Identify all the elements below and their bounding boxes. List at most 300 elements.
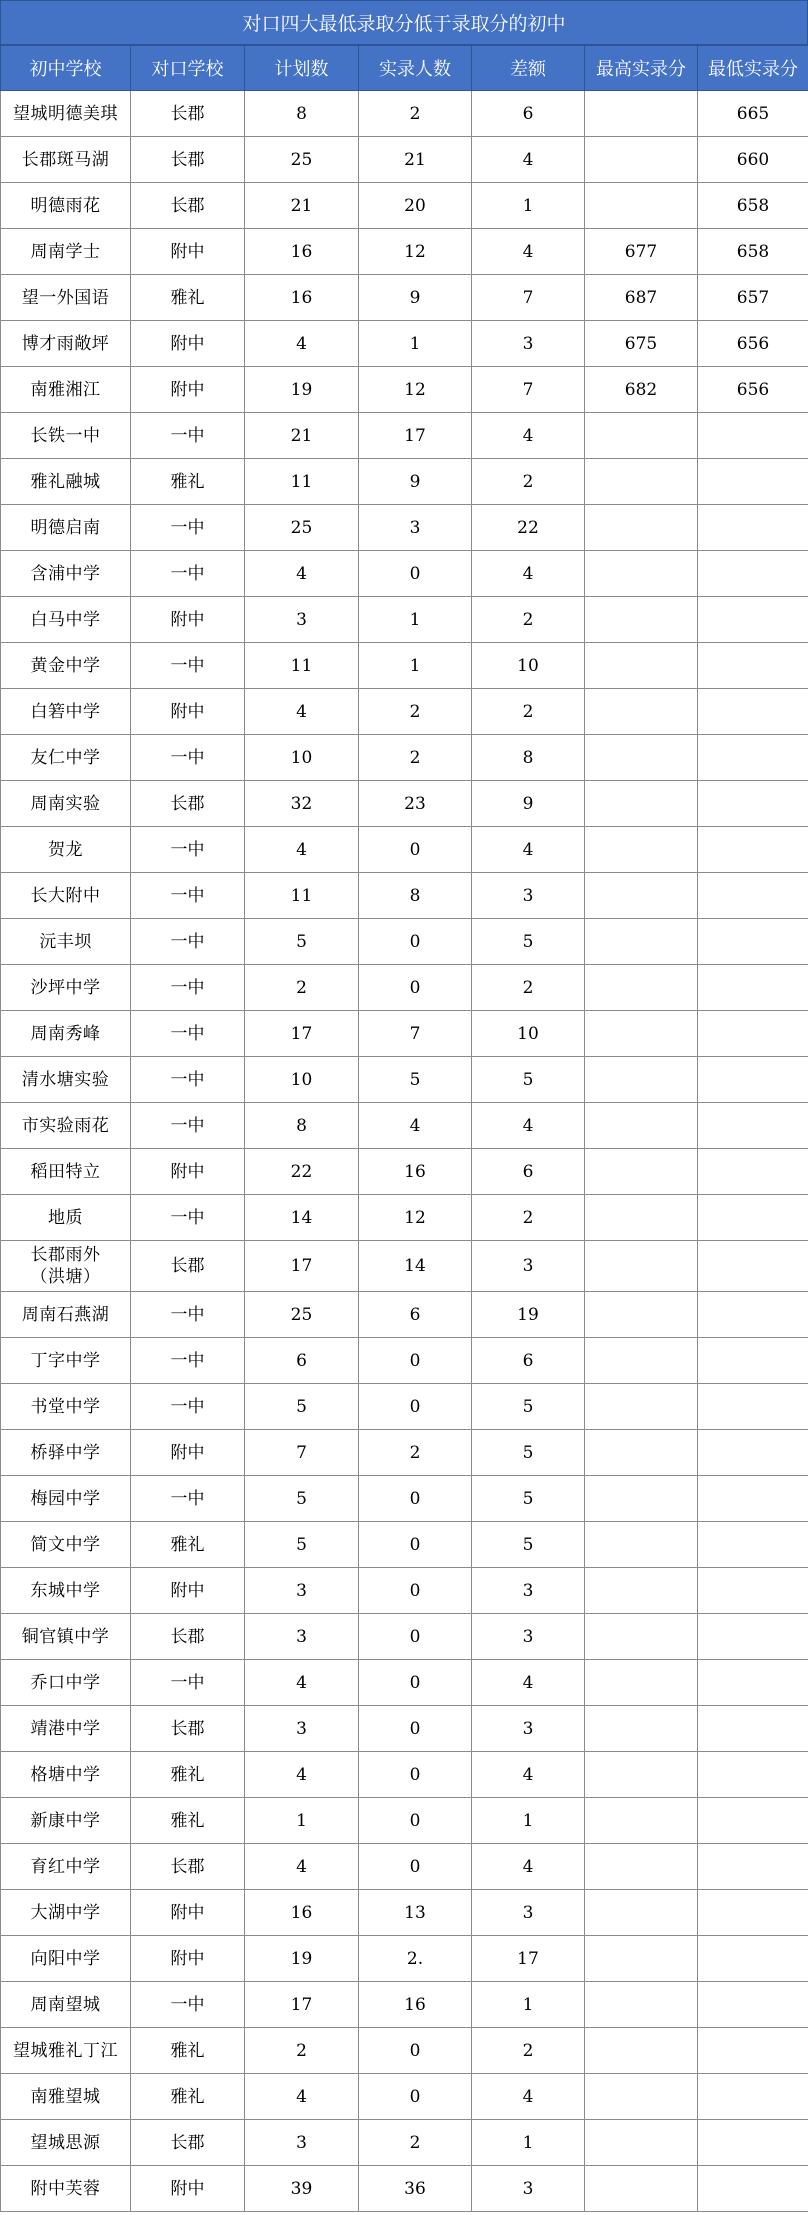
cell-junior-school: 东城中学 [1, 1568, 131, 1614]
cell-max-score [585, 1982, 698, 2028]
cell-min-score [698, 1660, 808, 1706]
cell-min-score [698, 1522, 808, 1568]
table-row [1, 1338, 808, 1384]
cell-target-school: 一中 [131, 1011, 245, 1057]
cell-plan-count: 3 [245, 597, 359, 643]
cell-junior-school: 长郡斑马湖 [1, 137, 131, 183]
cell-junior-school: 周南望城 [1, 1982, 131, 2028]
header-junior-school: 初中学校 [1, 46, 131, 91]
table-row [1, 459, 808, 505]
cell-target-school: 一中 [131, 505, 245, 551]
table-row [1, 137, 808, 183]
cell-junior-school: 书堂中学 [1, 1384, 131, 1430]
cell-max-score [585, 965, 698, 1011]
cell-difference: 8 [472, 735, 585, 781]
cell-plan-count: 4 [245, 1752, 359, 1798]
cell-target-school: 附中 [131, 1568, 245, 1614]
cell-admitted-count: 4 [359, 1103, 472, 1149]
cell-difference: 17 [472, 1936, 585, 1982]
cell-min-score [698, 1195, 808, 1241]
cell-max-score [585, 827, 698, 873]
cell-min-score: 656 [698, 321, 808, 367]
cell-admitted-count: 2 [359, 735, 472, 781]
cell-difference: 2 [472, 689, 585, 735]
cell-target-school: 长郡 [131, 183, 245, 229]
cell-difference: 2 [472, 459, 585, 505]
cell-max-score [585, 1430, 698, 1476]
cell-admitted-count: 0 [359, 1798, 472, 1844]
cell-difference: 1 [472, 1798, 585, 1844]
cell-junior-school: 周南秀峰 [1, 1011, 131, 1057]
cell-target-school: 一中 [131, 1057, 245, 1103]
cell-min-score: 658 [698, 183, 808, 229]
cell-target-school: 长郡 [131, 1241, 245, 1292]
cell-min-score [698, 1384, 808, 1430]
cell-junior-school: 桥驿中学 [1, 1430, 131, 1476]
cell-target-school: 一中 [131, 1195, 245, 1241]
cell-min-score [698, 873, 808, 919]
cell-difference: 4 [472, 1844, 585, 1890]
cell-min-score [698, 1476, 808, 1522]
cell-junior-school: 长大附中 [1, 873, 131, 919]
cell-target-school: 长郡 [131, 2120, 245, 2166]
cell-plan-count: 4 [245, 1660, 359, 1706]
cell-junior-school: 贺龙 [1, 827, 131, 873]
table-row [1, 1476, 808, 1522]
cell-min-score [698, 1241, 808, 1292]
cell-admitted-count: 12 [359, 367, 472, 413]
cell-junior-school: 周南石燕湖 [1, 1292, 131, 1338]
cell-plan-count: 17 [245, 1011, 359, 1057]
cell-min-score [698, 1936, 808, 1982]
cell-admitted-count: 0 [359, 965, 472, 1011]
cell-min-score: 657 [698, 275, 808, 321]
cell-plan-count: 25 [245, 137, 359, 183]
cell-min-score [698, 643, 808, 689]
cell-junior-school: 博才雨敞坪 [1, 321, 131, 367]
cell-target-school: 长郡 [131, 137, 245, 183]
cell-difference: 3 [472, 873, 585, 919]
cell-max-score [585, 91, 698, 137]
cell-plan-count: 11 [245, 643, 359, 689]
cell-admitted-count: 12 [359, 229, 472, 275]
cell-min-score [698, 1798, 808, 1844]
cell-max-score: 687 [585, 275, 698, 321]
cell-min-score [698, 689, 808, 735]
cell-target-school: 附中 [131, 1936, 245, 1982]
cell-target-school: 雅礼 [131, 2074, 245, 2120]
cell-junior-school: 周南实验 [1, 781, 131, 827]
cell-min-score [698, 1149, 808, 1195]
cell-min-score: 660 [698, 137, 808, 183]
cell-target-school: 雅礼 [131, 275, 245, 321]
cell-junior-school: 铜官镇中学 [1, 1614, 131, 1660]
cell-min-score [698, 551, 808, 597]
cell-admitted-count: 3 [359, 505, 472, 551]
cell-plan-count: 4 [245, 321, 359, 367]
table-row [1, 781, 808, 827]
cell-junior-school: 沙坪中学 [1, 965, 131, 1011]
cell-plan-count: 11 [245, 873, 359, 919]
table-row [1, 919, 808, 965]
table-row [1, 1936, 808, 1982]
cell-plan-count: 19 [245, 367, 359, 413]
cell-junior-school: 大湖中学 [1, 1890, 131, 1936]
cell-admitted-count: 21 [359, 137, 472, 183]
cell-admitted-count: 17 [359, 413, 472, 459]
table-row [1, 321, 808, 367]
cell-max-score [585, 1476, 698, 1522]
cell-difference: 5 [472, 919, 585, 965]
cell-plan-count: 3 [245, 1568, 359, 1614]
cell-difference: 10 [472, 643, 585, 689]
cell-admitted-count: 9 [359, 275, 472, 321]
cell-difference: 5 [472, 1384, 585, 1430]
cell-target-school: 一中 [131, 735, 245, 781]
table-row [1, 229, 808, 275]
cell-admitted-count: 0 [359, 827, 472, 873]
cell-min-score [698, 735, 808, 781]
table-row [1, 1149, 808, 1195]
cell-difference: 5 [472, 1522, 585, 1568]
cell-max-score [585, 735, 698, 781]
cell-difference: 1 [472, 2120, 585, 2166]
table-row [1, 1982, 808, 2028]
cell-admitted-count: 0 [359, 551, 472, 597]
table-row [1, 505, 808, 551]
cell-difference: 3 [472, 1568, 585, 1614]
cell-max-score [585, 597, 698, 643]
cell-difference: 4 [472, 413, 585, 459]
cell-admitted-count: 0 [359, 2074, 472, 2120]
header-row [1, 46, 808, 91]
cell-min-score [698, 1011, 808, 1057]
cell-junior-school: 友仁中学 [1, 735, 131, 781]
cell-target-school: 附中 [131, 2166, 245, 2212]
cell-admitted-count: 9 [359, 459, 472, 505]
cell-admitted-count: 13 [359, 1890, 472, 1936]
cell-min-score [698, 1706, 808, 1752]
cell-difference: 4 [472, 1660, 585, 1706]
cell-max-score [585, 1614, 698, 1660]
cell-difference: 3 [472, 2166, 585, 2212]
cell-min-score: 656 [698, 367, 808, 413]
cell-junior-school: 明德启南 [1, 505, 131, 551]
cell-junior-school: 明德雨花 [1, 183, 131, 229]
cell-admitted-count: 14 [359, 1241, 472, 1292]
cell-max-score [585, 137, 698, 183]
cell-min-score [698, 459, 808, 505]
cell-admitted-count: 5 [359, 1057, 472, 1103]
cell-target-school: 长郡 [131, 781, 245, 827]
cell-max-score [585, 505, 698, 551]
cell-difference: 5 [472, 1476, 585, 1522]
cell-plan-count: 17 [245, 1982, 359, 2028]
cell-target-school: 附中 [131, 1430, 245, 1476]
table-row [1, 735, 808, 781]
cell-target-school: 雅礼 [131, 1522, 245, 1568]
cell-max-score [585, 1195, 698, 1241]
cell-difference: 7 [472, 275, 585, 321]
table-row [1, 1844, 808, 1890]
cell-difference: 4 [472, 551, 585, 597]
cell-max-score [585, 459, 698, 505]
cell-target-school: 附中 [131, 229, 245, 275]
cell-difference: 2 [472, 1195, 585, 1241]
cell-junior-school: 附中芙蓉 [1, 2166, 131, 2212]
cell-plan-count: 5 [245, 1384, 359, 1430]
cell-difference: 6 [472, 1338, 585, 1384]
cell-max-score [585, 1706, 698, 1752]
cell-junior-school: 简文中学 [1, 1522, 131, 1568]
cell-min-score [698, 1614, 808, 1660]
cell-plan-count: 3 [245, 1614, 359, 1660]
table-row [1, 597, 808, 643]
cell-admitted-count: 0 [359, 1844, 472, 1890]
cell-target-school: 雅礼 [131, 2028, 245, 2074]
cell-admitted-count: 0 [359, 1752, 472, 1798]
cell-max-score [585, 1292, 698, 1338]
cell-plan-count: 16 [245, 275, 359, 321]
cell-junior-school: 沅丰坝 [1, 919, 131, 965]
cell-admitted-count: 36 [359, 2166, 472, 2212]
cell-junior-school: 格塘中学 [1, 1752, 131, 1798]
cell-max-score [585, 1798, 698, 1844]
cell-plan-count: 19 [245, 1936, 359, 1982]
cell-difference: 7 [472, 367, 585, 413]
cell-difference: 3 [472, 1241, 585, 1292]
cell-target-school: 雅礼 [131, 459, 245, 505]
cell-max-score [585, 2166, 698, 2212]
cell-plan-count: 2 [245, 965, 359, 1011]
cell-target-school: 雅礼 [131, 1798, 245, 1844]
cell-max-score [585, 1149, 698, 1195]
cell-difference: 5 [472, 1057, 585, 1103]
cell-max-score [585, 1384, 698, 1430]
cell-max-score [585, 1660, 698, 1706]
cell-max-score [585, 2074, 698, 2120]
cell-max-score [585, 183, 698, 229]
cell-target-school: 长郡 [131, 91, 245, 137]
cell-min-score [698, 2074, 808, 2120]
cell-max-score [585, 1890, 698, 1936]
cell-plan-count: 5 [245, 1476, 359, 1522]
cell-target-school: 一中 [131, 827, 245, 873]
cell-admitted-count: 2. [359, 1936, 472, 1982]
header-min-score: 最低实录分 [698, 46, 808, 91]
cell-junior-school: 望一外国语 [1, 275, 131, 321]
cell-plan-count: 39 [245, 2166, 359, 2212]
table-row [1, 2120, 808, 2166]
cell-admitted-count: 12 [359, 1195, 472, 1241]
cell-max-score [585, 643, 698, 689]
cell-plan-count: 10 [245, 1057, 359, 1103]
cell-junior-school: 向阳中学 [1, 1936, 131, 1982]
cell-admitted-count: 2 [359, 689, 472, 735]
cell-min-score [698, 1103, 808, 1149]
cell-plan-count: 3 [245, 1706, 359, 1752]
cell-min-score: 658 [698, 229, 808, 275]
cell-plan-count: 11 [245, 459, 359, 505]
cell-junior-school: 黄金中学 [1, 643, 131, 689]
cell-target-school: 一中 [131, 1292, 245, 1338]
cell-junior-school: 雅礼融城 [1, 459, 131, 505]
cell-junior-school: 含浦中学 [1, 551, 131, 597]
cell-junior-school: 市实验雨花 [1, 1103, 131, 1149]
cell-target-school: 一中 [131, 873, 245, 919]
cell-min-score [698, 781, 808, 827]
table-body [1, 91, 808, 2212]
cell-junior-school: 新康中学 [1, 1798, 131, 1844]
cell-max-score: 675 [585, 321, 698, 367]
cell-junior-school: 周南学士 [1, 229, 131, 275]
cell-difference: 6 [472, 91, 585, 137]
cell-junior-school: 长铁一中 [1, 413, 131, 459]
cell-plan-count: 3 [245, 2120, 359, 2166]
header-plan-count: 计划数 [245, 46, 359, 91]
cell-max-score: 677 [585, 229, 698, 275]
cell-admitted-count: 7 [359, 1011, 472, 1057]
cell-junior-school: 长郡雨外 （洪塘） [1, 1241, 131, 1292]
cell-target-school: 一中 [131, 1338, 245, 1384]
cell-difference: 6 [472, 1149, 585, 1195]
cell-plan-count: 2 [245, 2028, 359, 2074]
cell-max-score [585, 1752, 698, 1798]
cell-min-score [698, 413, 808, 459]
table-row [1, 1614, 808, 1660]
cell-difference: 1 [472, 183, 585, 229]
cell-junior-school: 育红中学 [1, 1844, 131, 1890]
header-difference: 差额 [472, 46, 585, 91]
cell-plan-count: 21 [245, 183, 359, 229]
cell-min-score [698, 919, 808, 965]
table-row [1, 2166, 808, 2212]
cell-admitted-count: 0 [359, 1522, 472, 1568]
table-row [1, 2074, 808, 2120]
cell-plan-count: 32 [245, 781, 359, 827]
table-row [1, 367, 808, 413]
cell-target-school: 附中 [131, 689, 245, 735]
cell-junior-school: 白马中学 [1, 597, 131, 643]
table-row [1, 1568, 808, 1614]
cell-min-score [698, 1982, 808, 2028]
cell-admitted-count: 23 [359, 781, 472, 827]
cell-target-school: 附中 [131, 321, 245, 367]
cell-admitted-count: 1 [359, 321, 472, 367]
cell-junior-school: 南雅湘江 [1, 367, 131, 413]
cell-difference: 9 [472, 781, 585, 827]
cell-admitted-count: 2 [359, 1430, 472, 1476]
cell-junior-school: 南雅望城 [1, 2074, 131, 2120]
cell-difference: 3 [472, 321, 585, 367]
cell-target-school: 一中 [131, 413, 245, 459]
cell-max-score [585, 413, 698, 459]
cell-difference: 4 [472, 229, 585, 275]
cell-junior-school: 望城雅礼丁江 [1, 2028, 131, 2074]
cell-plan-count: 4 [245, 1844, 359, 1890]
cell-max-score [585, 2120, 698, 2166]
cell-min-score [698, 1568, 808, 1614]
cell-min-score [698, 505, 808, 551]
table-row [1, 1752, 808, 1798]
table-row [1, 873, 808, 919]
cell-plan-count: 16 [245, 1890, 359, 1936]
cell-difference: 1 [472, 1982, 585, 2028]
header-target-school: 对口学校 [131, 46, 245, 91]
cell-max-score [585, 919, 698, 965]
cell-admitted-count: 0 [359, 1660, 472, 1706]
table-row [1, 1890, 808, 1936]
table-row [1, 1292, 808, 1338]
cell-target-school: 雅礼 [131, 1752, 245, 1798]
table-title: 对口四大最低录取分低于录取分的初中 [0, 0, 808, 45]
cell-junior-school: 靖港中学 [1, 1706, 131, 1752]
cell-difference: 22 [472, 505, 585, 551]
cell-max-score [585, 689, 698, 735]
cell-difference: 4 [472, 1752, 585, 1798]
cell-max-score [585, 2028, 698, 2074]
cell-plan-count: 7 [245, 1430, 359, 1476]
cell-difference: 2 [472, 2028, 585, 2074]
cell-plan-count: 22 [245, 1149, 359, 1195]
table-row [1, 965, 808, 1011]
cell-max-score [585, 1241, 698, 1292]
cell-max-score [585, 1936, 698, 1982]
cell-target-school: 一中 [131, 551, 245, 597]
cell-difference: 3 [472, 1706, 585, 1752]
cell-min-score [698, 1844, 808, 1890]
cell-target-school: 长郡 [131, 1706, 245, 1752]
cell-difference: 3 [472, 1614, 585, 1660]
cell-admitted-count: 1 [359, 643, 472, 689]
cell-target-school: 一中 [131, 643, 245, 689]
cell-min-score [698, 1890, 808, 1936]
cell-max-score [585, 551, 698, 597]
cell-max-score [585, 1057, 698, 1103]
cell-target-school: 一中 [131, 919, 245, 965]
cell-min-score [698, 1338, 808, 1384]
cell-plan-count: 1 [245, 1798, 359, 1844]
cell-target-school: 附中 [131, 1149, 245, 1195]
cell-junior-school: 望城明德美琪 [1, 91, 131, 137]
cell-plan-count: 14 [245, 1195, 359, 1241]
cell-admitted-count: 2 [359, 91, 472, 137]
cell-target-school: 一中 [131, 1384, 245, 1430]
table-row [1, 689, 808, 735]
cell-admitted-count: 1 [359, 597, 472, 643]
cell-admitted-count: 0 [359, 919, 472, 965]
cell-max-score [585, 873, 698, 919]
cell-admitted-count: 0 [359, 1384, 472, 1430]
cell-min-score [698, 1430, 808, 1476]
cell-difference: 4 [472, 2074, 585, 2120]
cell-plan-count: 16 [245, 229, 359, 275]
cell-target-school: 一中 [131, 1103, 245, 1149]
cell-admitted-count: 20 [359, 183, 472, 229]
cell-plan-count: 8 [245, 91, 359, 137]
cell-admitted-count: 0 [359, 1614, 472, 1660]
cell-plan-count: 25 [245, 505, 359, 551]
cell-difference: 10 [472, 1011, 585, 1057]
table-row [1, 183, 808, 229]
cell-target-school: 长郡 [131, 1844, 245, 1890]
table-row [1, 1798, 808, 1844]
cell-min-score [698, 2028, 808, 2074]
cell-max-score [585, 781, 698, 827]
cell-plan-count: 4 [245, 2074, 359, 2120]
cell-difference: 4 [472, 827, 585, 873]
cell-min-score [698, 827, 808, 873]
